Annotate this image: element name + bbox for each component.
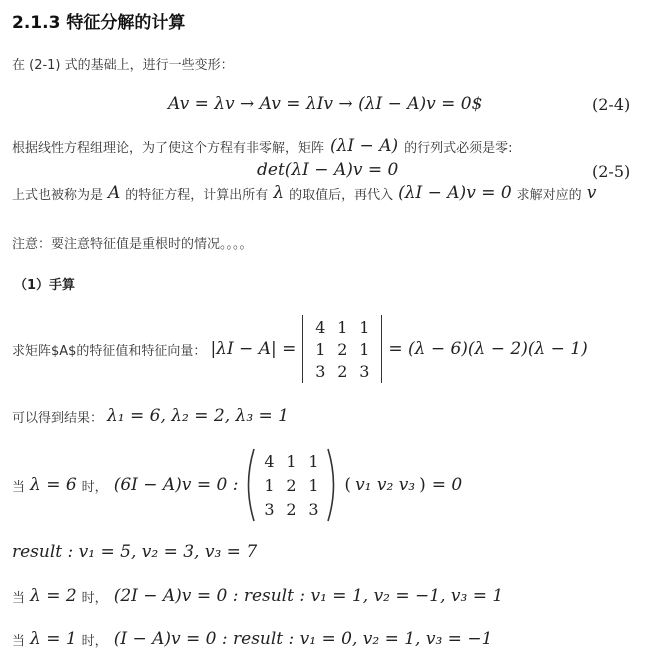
vector-paren-open: ( — [344, 475, 352, 495]
det-matrix-cell-1-0: 1 — [315, 339, 326, 359]
case6-lambda: λ = 6 — [30, 475, 77, 495]
case2-suffix: 时， — [81, 590, 108, 606]
equation-number-2-4: (2-4) — [592, 95, 631, 114]
para3-a: 上式也被称为是 — [12, 187, 104, 203]
det-matrix-cell-0-0: 4 — [315, 317, 326, 337]
para3-lambda: λ — [273, 183, 285, 203]
para2-text: 根据线性方程组理论，为了使这个方程有非零解，矩阵 — [12, 140, 325, 156]
case-lambda-1 — [12, 629, 492, 649]
result-eigenvalues: λ₁ = 6, λ₂ = 2, λ₃ = 1 — [107, 406, 290, 426]
paragraph-nonzero — [12, 136, 513, 156]
case6-matrix-cell-0-2: 1 — [308, 451, 319, 471]
para3-c: 的取值后，再代入 — [289, 187, 394, 203]
para2-math: (λI − A) — [330, 136, 399, 156]
result-lambda-6: result : v₁ = 5, v₂ = 3, v₃ = 7 — [12, 542, 258, 562]
section-title: 2.1.3 特征分解的计算 — [12, 13, 186, 33]
para3-b: 的特征方程，计算出所有 — [125, 187, 269, 203]
eigenvalues-result — [12, 406, 289, 426]
para3-A: A — [108, 183, 121, 203]
case2-prefix: 当 — [12, 590, 26, 606]
case6-matrix-cell-1-1: 2 — [286, 475, 297, 495]
case6-equation: (6I − A)v = 0 : — [113, 475, 239, 495]
vector-paren-close: ) — [419, 475, 426, 495]
det-matrix-cell-0-2: 1 — [359, 317, 370, 337]
case6-suffix: 时， — [81, 479, 108, 495]
det-bar-left — [302, 315, 303, 383]
result-label: 可以得到结果： — [12, 410, 104, 426]
case6-vector: v₁ v₂ v₃ — [355, 475, 416, 495]
case1-math: (I − A)v = 0 : result : v₁ = 0, v₂ = 1, v₃ = −1 — [113, 629, 493, 649]
subsection-heading: （1）手算 — [14, 278, 76, 293]
case2-math: (2I − A)v = 0 : result : v₁ = 1, v₂ = −1, v₃ = 1 — [113, 586, 504, 606]
case6-matrix-cell-2-2: 3 — [308, 499, 319, 519]
para3-v: v — [586, 183, 597, 203]
para3-d: 求解对应的 — [516, 187, 582, 203]
paragraph-characteristic — [12, 183, 596, 203]
case6-matrix-cell-1-2: 1 — [308, 475, 319, 495]
matrix-paren-left — [242, 447, 256, 523]
case6-matrix-cell-0-0: 4 — [264, 451, 275, 471]
det-matrix-cell-2-1: 2 — [337, 361, 348, 381]
det-matrix-cell-1-2: 1 — [359, 339, 370, 359]
equation-number-2-5: (2-5) — [592, 162, 631, 181]
det-matrix-cell-0-1: 1 — [337, 317, 348, 337]
para3-math: (λI − A)v = 0 — [398, 183, 512, 203]
equation-2-4: Av = λv → Av = λIv → (λI − A)v = 0$ — [168, 94, 483, 114]
case1-prefix: 当 — [12, 633, 26, 649]
calc-rhs: = (λ − 6)(λ − 2)(λ − 1) — [388, 339, 588, 359]
case2-lambda: λ = 2 — [30, 586, 77, 606]
case-lambda-6 — [12, 447, 462, 523]
para2-tail: 的行列式必须是零: — [404, 140, 513, 156]
case6-prefix: 当 — [12, 479, 26, 495]
determinant-calc — [12, 313, 588, 385]
equation-2-5: det(λI − A)v = 0 — [257, 160, 399, 180]
det-matrix — [309, 318, 375, 381]
case6-tail: = 0 — [431, 475, 463, 495]
intro-text: 在 (2-1) 式的基础上，进行一些变形： — [12, 58, 234, 73]
det-bar-right — [381, 315, 382, 383]
calc-lhs: |λI − A| = — [210, 339, 297, 359]
matrix-paren-right — [326, 447, 340, 523]
case1-suffix: 时， — [81, 633, 108, 649]
det-matrix-cell-2-0: 3 — [315, 361, 326, 381]
case6-matrix-cell-1-0: 1 — [264, 475, 275, 495]
case6-matrix-cell-0-1: 1 — [286, 451, 297, 471]
case-lambda-2 — [12, 586, 503, 606]
case6-matrix — [258, 452, 324, 519]
case6-matrix-cell-2-0: 3 — [264, 499, 275, 519]
note-text: 注意：要注意特征值是重根时的情况。。。。 — [12, 237, 253, 252]
calc-label: 求矩阵$A$的特征值和特征向量： — [12, 343, 207, 359]
det-matrix-cell-1-1: 2 — [337, 339, 348, 359]
case1-lambda: λ = 1 — [30, 629, 77, 649]
det-matrix-cell-2-2: 3 — [359, 361, 370, 381]
case6-matrix-cell-2-1: 2 — [286, 499, 297, 519]
